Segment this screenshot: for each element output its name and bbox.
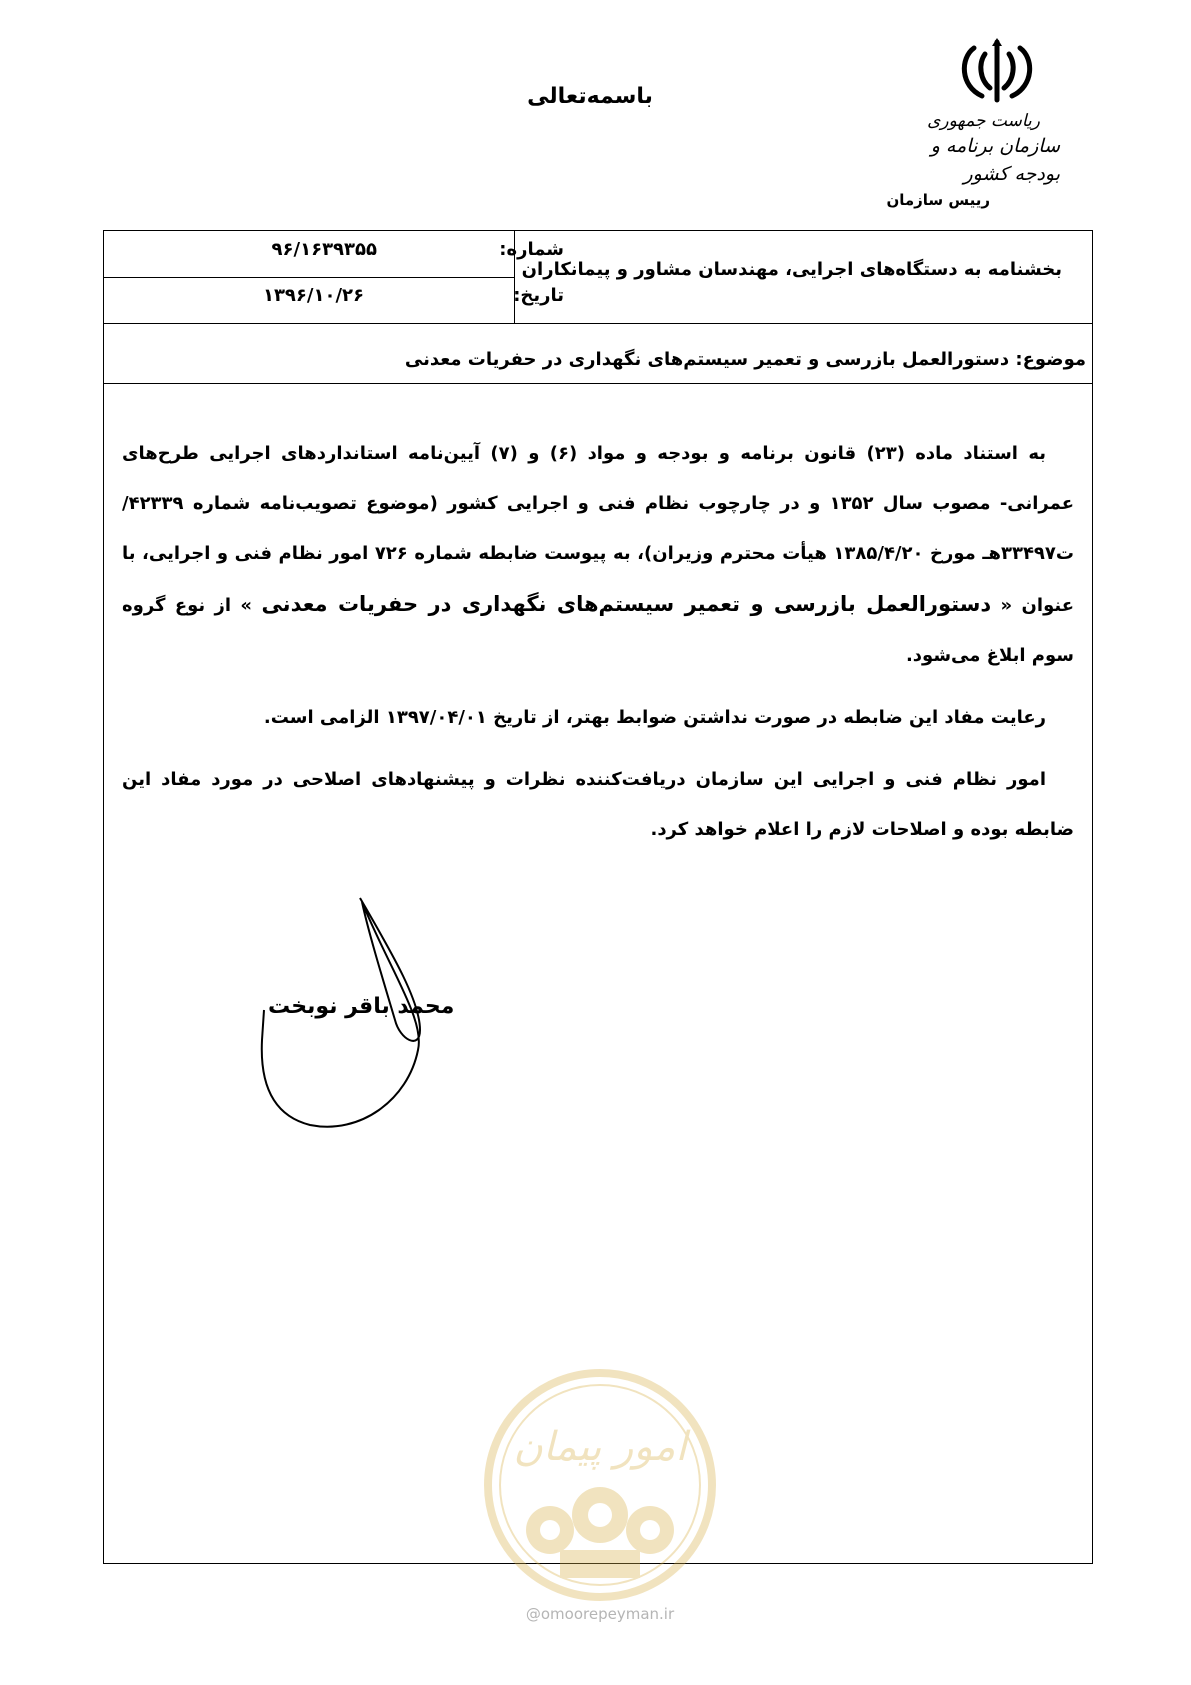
letter-body — [122, 429, 1074, 855]
iran-emblem-icon — [952, 36, 1042, 106]
organization-block — [880, 110, 1060, 212]
subject-line: موضوع: دستورالعمل بازرسی و تعمیر سیستم‌های نگهداری در حفریات معدنی — [404, 349, 1086, 370]
letter-date-value: ۱۳۹۶/۱۰/۲۶ — [262, 285, 364, 306]
subject-divider — [104, 383, 1092, 384]
addressee-line: بخشنامه به دستگاه‌های اجرایی، مهندسان مشاور و پیمانکاران — [521, 259, 1062, 280]
letter-number-label: شماره: — [499, 239, 564, 260]
svg-text:امور پیمان: امور پیمان — [513, 1424, 687, 1470]
org-line-organization: سازمان برنامه و بودجه کشور — [930, 135, 1060, 185]
body-paragraph-2: رعایت مفاد این ضابطه در صورت نداشتن ضوابط بهتر، از تاریخ ۱۳۹۷/۰۴/۰۱ الزامی است. — [263, 707, 1046, 728]
org-line-presidency: ریاست جمهوری — [927, 111, 1040, 131]
bismillah-heading: باسمه‌تعالی — [527, 84, 653, 109]
watermark-logo-icon — [480, 1365, 720, 1605]
letter-number-value: ۹۶/۱۶۳۹۳۵۵ — [271, 239, 377, 260]
standard-title: دستورالعمل بازرسی و تعمیر سیستم‌های نگهداری در حفریات معدنی — [261, 592, 992, 616]
org-line-head: رییس سازمان — [886, 191, 990, 209]
body-paragraph-3: امور نظام فنی و اجرایی این سازمان دریافت‌کننده نظرات و پیشنهادهای اصلاحی در مورد مفاد این ضابطه بوده و اصلاحات لازم را اعلام خواهد کرد. — [122, 769, 1074, 840]
signatory-name: محمد باقر نوبخت — [268, 994, 455, 1019]
letter-date-label: تاریخ: — [513, 285, 564, 306]
website-watermark: @omoorepeyman.ir — [525, 1605, 675, 1623]
header-divider — [104, 323, 1092, 324]
body-paragraph-1: به استناد ماده (۲۳) قانون برنامه و بودجه و مواد (۶) و (۷) آیین‌نامه استانداردهای اجرایی طرح‌های عمرانی- مصوب سال ۱۳۵۲ و در چارچوب نظام فنی و اجرایی کشور (موضوع تصویب‌نامه شماره ۴۲۳۳۹/ت۳۳۴۹۷هـ مورخ ۱۳۸۵/۴/۲۰ هیأت محترم وزیران)، به پیوست ضابطه شماره ۷۲۶ امور نظام فنی و اجرایی، با عنوان « دستورالعمل بازرسی و تعمیر سیستم‌های نگهداری در حفریات معدنی » از نوع گروه سوم ابلاغ می‌شود. — [122, 443, 1074, 666]
number-date-divider — [104, 277, 514, 278]
